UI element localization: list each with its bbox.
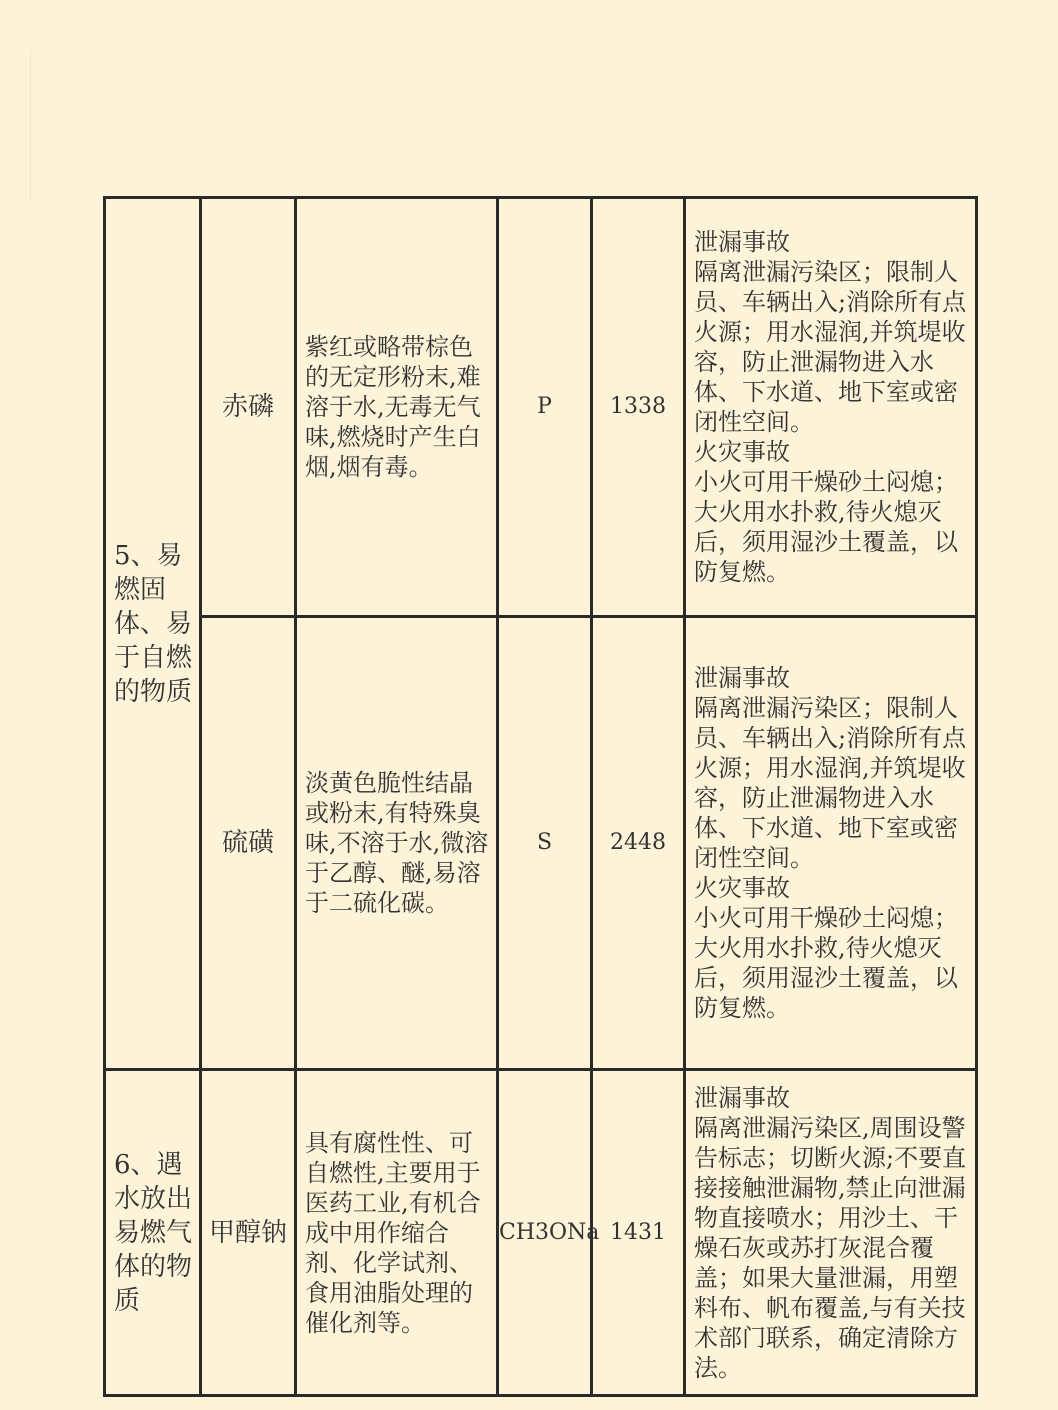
hazmat-table bbox=[103, 196, 978, 1397]
un-number-cell bbox=[592, 198, 685, 617]
description-cell bbox=[296, 1070, 498, 1396]
formula-text: S bbox=[536, 830, 553, 855]
table-row bbox=[105, 617, 977, 1070]
category-label: 6、遇水放出易燃气体的物质 bbox=[114, 1149, 193, 1316]
leak-title: 泄漏事故 bbox=[694, 1083, 790, 1112]
un-number: 1431 bbox=[610, 1219, 666, 1245]
table-row bbox=[105, 1070, 977, 1396]
substance-name: 硫磺 bbox=[221, 828, 274, 858]
fire-title: 火灾事故 bbox=[694, 874, 790, 902]
substance-name-cell bbox=[201, 198, 296, 617]
category-cell bbox=[105, 198, 201, 1070]
leak-text: 隔离泄漏污染区,周围设警告标志；切断火源;不要直接接触泄漏物,禁止向泄漏物直接喷水；用沙土、干燥石灰或苏打灰混合覆盖；如果大量泄漏，用塑料布、帆布覆盖,与有关技术部门联系，确定清除方法。 bbox=[694, 1113, 967, 1382]
description-text: 淡黄色脆性结晶或粉末,有特殊臭味,不溶于水,微溶于乙醇、醚,易溶于二硫化碳。 bbox=[305, 769, 489, 917]
fire-text: 小火可用干燥砂土闷熄；大火用水扑救,待火熄灭后，须用湿沙土覆盖，以防复燃。 bbox=[694, 904, 958, 1022]
fire-title: 火灾事故 bbox=[694, 438, 790, 466]
leak-text: 隔离泄漏污染区；限制人员、车辆出入;消除所有点火源；用水湿润,并筑堤收容，防止泄漏物进入水体、下水道、地下室或密闭性空间。 bbox=[694, 694, 967, 872]
un-number-cell bbox=[592, 617, 685, 1070]
formula-cell bbox=[498, 1070, 600, 1396]
category-cell bbox=[105, 1070, 201, 1396]
fire-text: 小火可用干燥砂土闷熄；大火用水扑救,待火熄灭后，须用湿沙土覆盖，以防复燃。 bbox=[694, 468, 958, 586]
measures-cell bbox=[685, 198, 977, 617]
formula-text: P bbox=[537, 394, 552, 419]
substance-name-cell bbox=[201, 617, 296, 1070]
leak-title: 泄漏事故 bbox=[694, 228, 790, 256]
formula-cell bbox=[498, 198, 592, 617]
measures-cell bbox=[685, 617, 977, 1070]
category-label: 5、易燃固体、易于自燃的物质 bbox=[114, 541, 193, 707]
substance-name: 赤磷 bbox=[221, 392, 274, 422]
substance-name-cell bbox=[201, 1070, 296, 1396]
description-cell bbox=[296, 198, 498, 617]
leak-text: 隔离泄漏污染区；限制人员、车辆出入;消除所有点火源；用水湿润,并筑堤收容，防止泄漏物进入水体、下水道、地下室或密闭性空间。 bbox=[694, 258, 967, 436]
formula-cell bbox=[498, 617, 592, 1070]
table-row bbox=[105, 198, 977, 617]
page-edge-line bbox=[30, 50, 31, 200]
substance-name: 甲醇钠 bbox=[208, 1217, 287, 1248]
leak-title: 泄漏事故 bbox=[694, 664, 790, 692]
un-number: 1338 bbox=[610, 394, 666, 419]
formula-text: CH3ONa bbox=[499, 1219, 600, 1245]
description-text: 紫红或略带棕色的无定形粉末,难溶于水,无毒无气味,燃烧时产生白烟,烟有毒。 bbox=[305, 333, 481, 481]
description-text: 具有腐性性、可自燃性,主要用于医药工业,有机合成中用作缩合剂、化学试剂、食用油脂处理的催化剂等。 bbox=[305, 1128, 481, 1337]
un-number-cell bbox=[592, 1070, 685, 1396]
un-number: 2448 bbox=[610, 830, 666, 855]
description-cell bbox=[296, 617, 498, 1070]
measures-cell bbox=[685, 1070, 977, 1396]
